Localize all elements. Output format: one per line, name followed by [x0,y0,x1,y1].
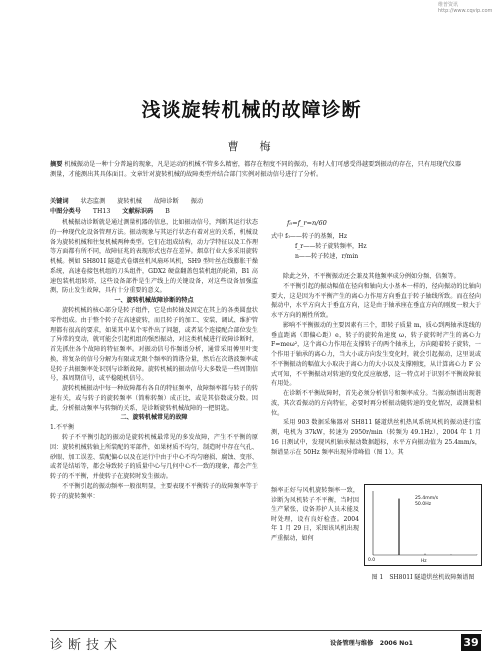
intro-paragraph: 机械振动诊断就是通过测量机器的信息，比如振动信号，判断其运行状态的一种现代化设备管理方法。振动现象与其运行状态有着对应的关系，机械设备为旋转机械和往复机械两种类型。它们在组成结构，动力学特征以及工作理等方面都有所不同，故障征兆的表现形式也存在差异。烟草行业大多采用旋转机械。例如 SH801I 隧道式卷烟丝机风扇环风机，SH9 型叶丝在线膨胀干燥系统，高速卷接包机组的刀头组件，GDX2 硬盒翻盖包装机组的轮箱，B1 高速包装机组转塔，这些设备部件是生产线上的关键设备，对这些设备加强监测，防止发生故障，具有十分重要的意义。 [50,219,258,295]
classification-label: 中图分类号 [50,207,81,215]
keyword: 旋转机械 [117,198,142,205]
year-issue: 2006 No1 [379,640,413,647]
abstract [50,160,461,179]
right-column [271,272,481,457]
section-label: 诊断技术 [50,638,123,653]
body-paragraph: 转子不平衡引起的振动是旋转机械最常见的多发故障，产生不平衡的原因：旋转机械转轴上所装配的零部件，如果材质不均匀，制造时中存在气孔、砂眼、加工误差、装配偏心以及在运行中由于中心不均匀磨损、腐蚀、变形、或者是结垢等，都会导致转子的质量中心与几何中心不一致的现象，都会产生转子的不平衡，并使转子在旋转时发生振动。 [50,434,258,480]
journal-info [330,638,413,647]
body-paragraph: 在诊断不平衡故障时，首先必须分析信号和频率成分。当振动频谱出现谐波，其次看振动的方向特征，必要时再分析振动随转速的变化情况，或测量相位。 [271,390,481,417]
peak-frequency-label: 50.0Hz [415,502,432,507]
figure-side-text: 频率正好与风机旋转频率一致，诊断为风机转子不平衡，当时因生产紧张，设备养护人员未能及时处理，设有良好检查。2004 年 1 月 29 日，采图该风机出现严重振动，如何 [271,487,359,542]
axis-unit-label: Hz [421,559,427,564]
body-paragraph: 旋转机械的核心部分是转子组件，它是由转轴及固定在其上的各类圆盘状零件组成。由于整个转子在高速旋转，而且转子的加工、安装、调试、维护管理都有很高的要求，如果其中某个零件出了问题，或者某个连接配合部位发生了异常的变动，就可能会引起机组的强烈振动，对这类机械进行故障诊断时，首先抓住各个故障的特征频率。对振动信号作频谱分析，通常采用傅里叶变换，将复杂的信号分解为有限或无限个频率的简谐分量，然后在次谐波频率或是转子共振频率处识别与诊断故障。旋转机械的振动信号大多数是一些周期信号，准周期信号，或平稳随机信号。 [50,307,258,383]
section-heading: 二、旋转机械常见的故障 [120,414,188,422]
definition-line: n——转子转速，r/min [295,253,359,260]
keyword: 振动 [190,198,204,205]
figure-caption: 图 1 SH801I 隧道烘丝机故障频谱图 [371,574,475,581]
keywords-label: 关键词 [50,198,69,205]
body-paragraph: 不平衡引起的振动幅值在径向和轴向大小基本一样的，径向振动的比轴向要大，这是因为不平衡产生的离心力作用方向垂直于转子轴线所致。而在径向振动中，水平方向大于垂直方向，这是由于轴承座在垂直方向的刚度一般大于水平方向的刚性所致。 [271,282,481,319]
abstract-label: 摘要 [50,161,63,168]
doc-code-value: B [165,207,170,215]
body-paragraph: 旋转机械振动中每一种故障都有各自的特征频率，故障频率都与转子的转速有关，或与转子的旋转频率（简称转频）成正比，或是其倍数或分数。因此，分析振动频率与转频的关系，是诊断旋转机械故障的一把钥匙。 [50,385,258,412]
left-column [50,218,258,501]
definition-line: f_r——转子旋转频率，Hz [295,243,367,250]
definition-line: 式中 f₀——转子的基频，Hz [271,233,348,240]
formula: f₀=f_r=n/60 [287,219,327,227]
page-title: 浅谈旋转机械的故障诊断 [141,99,362,121]
doc-code-label: 文献标识码 [122,207,154,215]
footer-rule [50,630,482,631]
keyword: 故障诊断 [153,198,179,205]
page-number: 39 [461,634,481,651]
section-heading: 一、旋转机械故障诊断的特点 [114,297,194,304]
abstract-text: 机械振动是一种十分普遍的现象，凡是运动的机械不管多么精密，都存在程度不同的振动，有时人们可感受得越要到振动的存在，只有用现代仪器测量，才能测出其具体面目。文章针对旋转机械的故障类型并结合部门实例对振动信号进行了分析。 [50,161,462,178]
watermark: 维普资讯 http://www.cqvip.com [438,2,493,14]
classification-value: TH13 [92,207,111,215]
subsection-heading: 1.不平衡 [50,424,75,432]
journal-name: 设备管理与维修 [330,640,374,647]
axis-zero-label: 0.0 [368,558,375,563]
body-paragraph: 采用 903 数据采集器对 SH811 隧道烘丝机热风系统风机的振动进行监测，电机为 37kW，转速为 2950r/min（转频为 49.1Hz），2004 年 1 月 16 日测试中，发现风机轴承振动数据超标，水平方向振动值为 25.4mm/s，频谱显示在 50Hz 频率出现异常峰值（图 1）。其 [271,419,481,456]
keyword: 状态监测 [80,198,106,205]
keywords-line [50,197,213,217]
author: 曹 梅 [227,140,276,153]
spectrum-figure [364,484,482,566]
formula-definitions [271,232,367,262]
body-paragraph: 影响不平衡振动的主要因素有三个，即转子质量 m，质心到两轴承连线的垂直距离（即偏心距）e，转子的旋转角速度 ω，转子旋转时产生的离心力 F=meω²，这个离心力作用在支撑转子的两个轴承上，方向随着转子旋转，一个作用于轴承的离心力，当大小或方向发生变化时，就会引起振动，这里说或不平衡振动的幅值大小取决于离心力的大小以及支撑刚度，从计算离心力 F 公式可知，不平衡振动对转速的变化反应敏感，这一特点对于识别不平衡故障很有用处。 [271,321,481,388]
body-paragraph: 不平衡引起的振动频率一般很明显，主要表现不平衡转子的故障频率等于转子的旋转频率： [50,482,258,500]
peak-amplitude-label: 25.4mm/s [415,496,439,501]
body-paragraph: 除此之外，不平衡振动还会兼及其他频率成分例如分频、倍频等。 [283,273,460,280]
spectrum-chart [365,485,481,565]
